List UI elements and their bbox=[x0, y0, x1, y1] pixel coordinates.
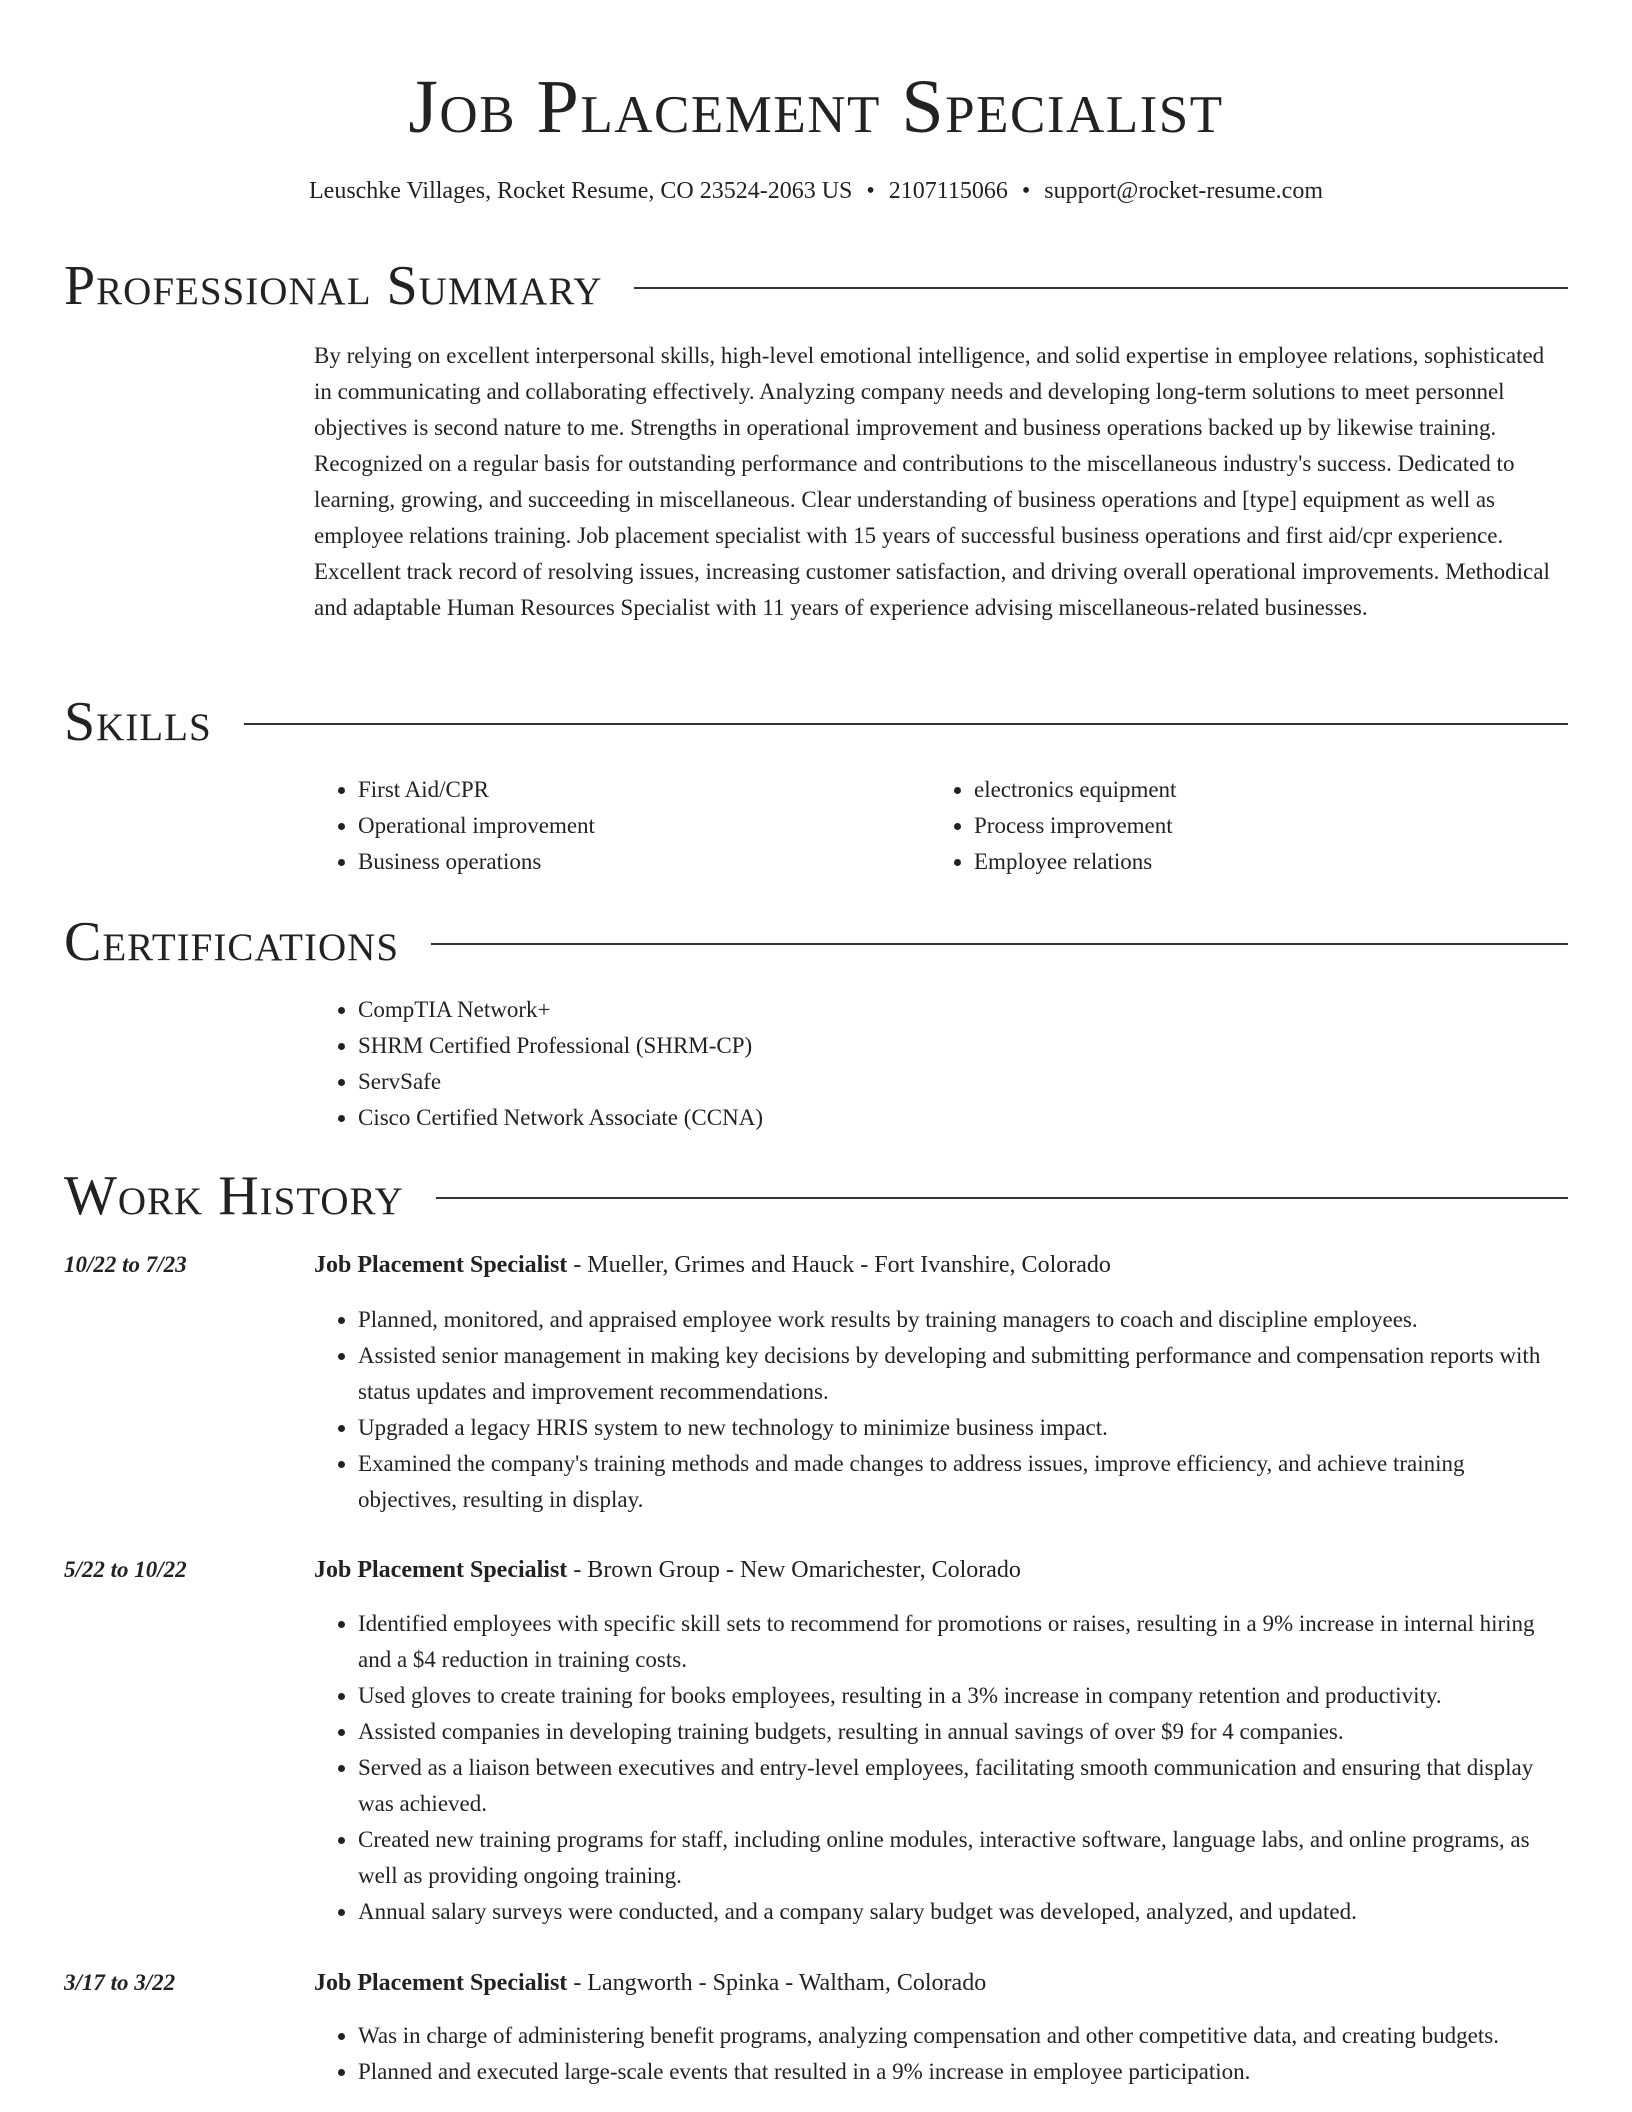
list-item: • Employee relations bbox=[974, 844, 1546, 880]
page-title: Job Placement Specialist bbox=[408, 65, 1224, 149]
contact-separator: • bbox=[1021, 178, 1031, 204]
job-title: Job Placement Specialist bbox=[314, 1252, 568, 1278]
list-item: • Created new training programs for staff, including online modules, interactive software, language labs, and online programs, as well as providing ongoing training. bbox=[358, 1822, 1566, 1894]
job-dates: 10/22 to 7/23 bbox=[64, 1252, 187, 1277]
list-item: • Assisted companies in developing training budgets, resulting in annual savings of over $9 for 4 companies. bbox=[358, 1714, 1566, 1750]
list-item: • Business operations bbox=[358, 844, 930, 880]
contact-separator: • bbox=[866, 178, 875, 204]
list-item: • electronics equipment bbox=[974, 772, 1546, 808]
contact-phone: 2107115066 bbox=[888, 178, 1008, 204]
job-title: Job Placement Specialist bbox=[314, 1970, 568, 1996]
list-item: • Served as a liaison between executives and entry-level employees, facilitating smooth communication and ensuring that display was achieved. bbox=[358, 1750, 1566, 1822]
summary-text: By relying on excellent interpersonal skills, high-level emotional intelligence, and solid expertise in employee relations, sophisticated in communicating and collaborating effectively. Analyzing company needs and developing long-term solutions to meet personnel objectives is second nature to me. Strengths in operational improvement and business operations backed up by likewise training. Recognized on a regular basis for outstanding performance and contributions to the miscellaneous industry's success. Dedicated to learning, growing, and succeeding in miscellaneous. Clear understanding of business operations and [type] equipment as well as employee relations training. Job placement specialist with 15 years of successful business operations and first aid/cpr experience. Excellent track record of resolving issues, increasing customer satisfaction, and driving overall operational improvements. Methodical and adaptable Human Resources Specialist with 11 years of experience advising miscellaneous-related businesses. bbox=[314, 343, 1550, 620]
list-item: • Upgraded a legacy HRIS system to new technology to minimize business impact. bbox=[358, 1410, 1566, 1446]
list-item: • Planned, monitored, and appraised employee work results by training managers to coach and discipline employees. bbox=[358, 1302, 1566, 1338]
list-item: • Examined the company's training methods and made changes to address issues, improve efficiency, and achieve training objectives, resulting in display. bbox=[358, 1446, 1566, 1518]
list-item: • Annual salary surveys were conducted, and a company salary budget was developed, analyzed, and updated. bbox=[358, 1894, 1566, 1930]
job-dates: 5/22 to 10/22 bbox=[64, 1557, 187, 1582]
job-duties bbox=[314, 1606, 1566, 1930]
skills-column-left bbox=[314, 772, 930, 880]
job-duties bbox=[314, 1302, 1566, 1518]
list-item: • Process improvement bbox=[974, 808, 1546, 844]
section-divider bbox=[244, 723, 1568, 725]
job-header bbox=[314, 1552, 1566, 1588]
section-divider bbox=[431, 943, 1568, 945]
list-item: • Was in charge of administering benefit programs, analyzing compensation and other competitive data, and creating budgets. bbox=[358, 2018, 1566, 2054]
summary-section-header bbox=[64, 254, 1568, 318]
job-company: - Brown Group - New Omarichester, Colorado bbox=[567, 1557, 1021, 1583]
list-item: • Cisco Certified Network Associate (CCNA) bbox=[358, 1100, 1566, 1136]
list-item: • Used gloves to create training for books employees, resulting in a 3% increase in company retention and productivity. bbox=[358, 1678, 1566, 1714]
section-divider bbox=[436, 1197, 1568, 1199]
certifications-section-header bbox=[64, 910, 1568, 974]
work-section-header bbox=[64, 1164, 1568, 1228]
job-header bbox=[314, 1965, 1566, 2001]
list-item: • Planned and executed large-scale events that resulted in a 9% increase in employee participation. bbox=[358, 2054, 1566, 2090]
skills-section-header bbox=[64, 690, 1568, 754]
list-item: • ServSafe bbox=[358, 1064, 1566, 1100]
summary-heading: Professional Summary bbox=[64, 255, 603, 317]
skills-list bbox=[314, 772, 1566, 880]
job-header bbox=[314, 1247, 1566, 1283]
job-duties bbox=[314, 2018, 1566, 2090]
skills-heading: Skills bbox=[64, 691, 212, 753]
work-heading: Work History bbox=[64, 1165, 404, 1227]
contact-line bbox=[0, 176, 1632, 206]
certifications-heading: Certifications bbox=[64, 911, 400, 973]
list-item: • Operational improvement bbox=[358, 808, 930, 844]
job-company: - Langworth - Spinka - Waltham, Colorado bbox=[567, 1970, 987, 1996]
list-item: • Identified employees with specific skill sets to recommend for promotions or raises, resulting in a 9% increase in internal hiring and a $4 reduction in training costs. bbox=[358, 1606, 1566, 1678]
job-company: - Mueller, Grimes and Hauck - Fort Ivanshire, Colorado bbox=[567, 1252, 1111, 1278]
list-item: • Assisted senior management in making key decisions by developing and submitting performance and compensation reports with status updates and improvement recommendations. bbox=[358, 1338, 1566, 1410]
contact-address: Leuschke Villages, Rocket Resume, CO 23524-2063 US bbox=[309, 178, 853, 204]
contact-email: support@rocket-resume.com bbox=[1044, 178, 1323, 204]
list-item: • First Aid/CPR bbox=[358, 772, 930, 808]
section-divider bbox=[634, 287, 1568, 289]
job-dates: 3/17 to 3/22 bbox=[64, 1970, 176, 1995]
list-item: • CompTIA Network+ bbox=[358, 992, 1566, 1028]
list-item: • SHRM Certified Professional (SHRM-CP) bbox=[358, 1028, 1566, 1064]
certifications-list bbox=[314, 992, 1566, 1136]
job-title: Job Placement Specialist bbox=[314, 1557, 568, 1583]
skills-column-right bbox=[930, 772, 1546, 880]
